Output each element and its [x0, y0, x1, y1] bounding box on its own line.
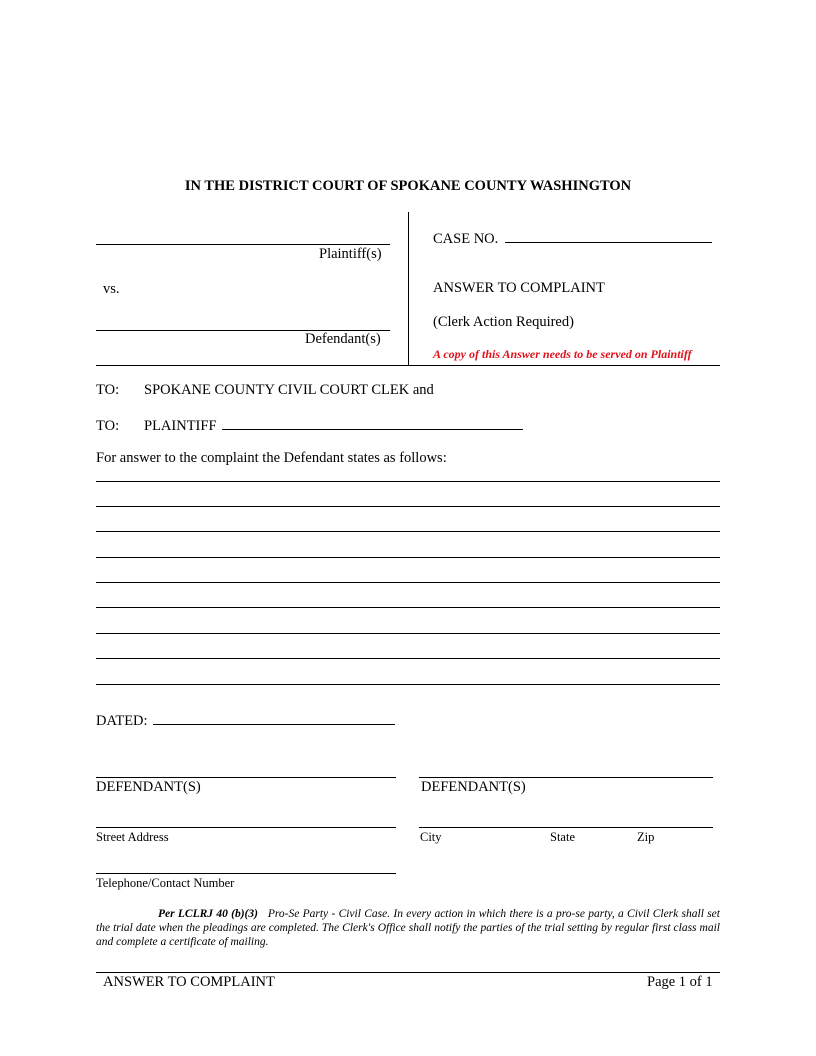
answer-line[interactable]: [96, 684, 720, 685]
vs-label: vs.: [103, 281, 120, 297]
dated-field[interactable]: [153, 711, 395, 725]
to-line-1: [96, 382, 434, 399]
case-no-label: CASE NO.: [433, 231, 499, 247]
answer-line[interactable]: [96, 506, 720, 507]
service-notice: A copy of this Answer needs to be served on Plaintiff: [433, 347, 692, 361]
footer-title: ANSWER TO COMPLAINT: [103, 974, 275, 990]
case-no-field[interactable]: [505, 229, 712, 243]
caption-bottom-rule: [96, 365, 720, 366]
telephone-line[interactable]: [96, 873, 396, 874]
caption-divider: [408, 212, 409, 365]
answer-line[interactable]: [96, 658, 720, 659]
case-number[interactable]: [433, 229, 712, 248]
to-court-clerk: SPOKANE COUNTY CIVIL COURT CLEK and: [144, 382, 434, 398]
answer-line[interactable]: [96, 531, 720, 532]
street-address-line[interactable]: [96, 827, 396, 828]
answer-intro: For answer to the complaint the Defendant states as follows:: [96, 450, 447, 466]
answer-line[interactable]: [96, 607, 720, 608]
footer-rule: [96, 972, 720, 973]
rule-citation: Per LCLRJ 40 (b)(3): [158, 908, 258, 920]
city-state-zip-line[interactable]: [419, 827, 713, 828]
document-title: ANSWER TO COMPLAINT: [433, 280, 605, 296]
clerk-action-note: (Clerk Action Required): [433, 314, 574, 330]
plaintiff-label: Plaintiff(s): [319, 246, 382, 262]
defendant-signature-line-right[interactable]: [419, 777, 713, 778]
defendant-signature-line-left[interactable]: [96, 777, 396, 778]
plaintiff-address-field[interactable]: [222, 416, 523, 430]
state-label: State: [550, 830, 575, 844]
footer-page-number: Page 1 of 1: [647, 974, 713, 990]
telephone-label: Telephone/Contact Number: [96, 876, 235, 890]
answer-line[interactable]: [96, 557, 720, 558]
rule-text: Pro-Se Party - Civil Case. In every action in which there is a pro-se party, a Civil Clerk shall set the trial date when the pleadings are completed. The Clerk's Office shall notify the parties of the trial setting by regular first class mail and complete a certificate of mailing.: [96, 908, 720, 948]
answer-line[interactable]: [96, 582, 720, 583]
answer-line[interactable]: [96, 633, 720, 634]
to-prefix: TO:: [96, 418, 120, 434]
plaintiff-name-line[interactable]: [96, 244, 390, 245]
street-address-label: Street Address: [96, 830, 169, 844]
zip-label: Zip: [637, 830, 655, 844]
defendant-signature-label-left: DEFENDANT(S): [96, 779, 201, 795]
to-line-2: [96, 416, 523, 435]
dated-label: DATED:: [96, 713, 148, 729]
answer-line[interactable]: [96, 481, 720, 482]
defendant-label: Defendant(s): [305, 331, 381, 347]
to-prefix: TO:: [96, 382, 120, 398]
defendant-signature-label-right: DEFENDANT(S): [421, 779, 526, 795]
to-plaintiff: PLAINTIFF: [144, 418, 217, 434]
rule-note: [96, 907, 720, 949]
city-label: City: [420, 830, 442, 844]
dated-row: [96, 711, 395, 730]
court-title: IN THE DISTRICT COURT OF SPOKANE COUNTY WASHINGTON: [184, 178, 632, 194]
